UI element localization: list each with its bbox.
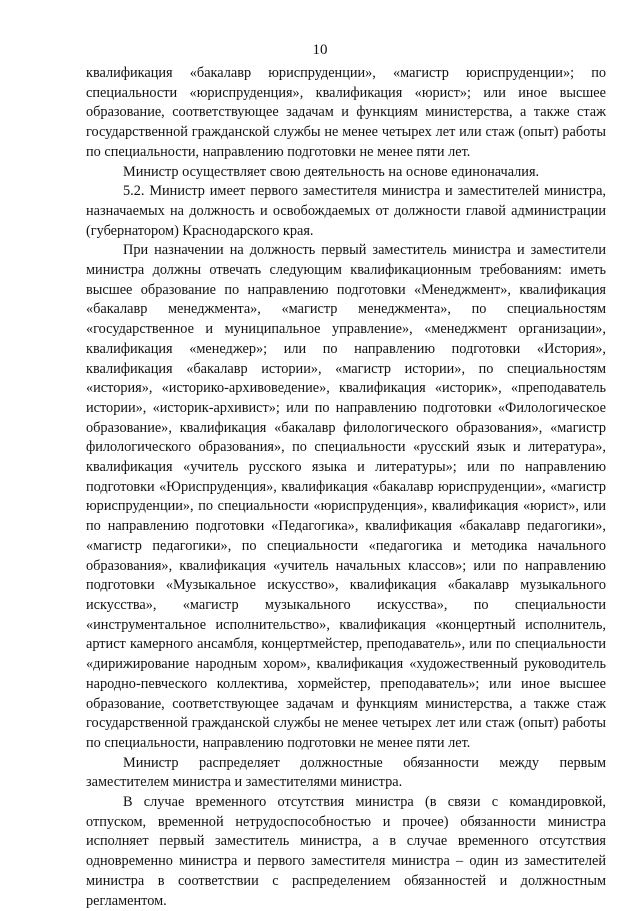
- paragraph-temporary-absence: В случае временного отсутствия министра (в связи с командировкой, отпуском, временной нетрудоспособностью и прочее) обязанности министра исполняет первый заместитель министра, а в случае временного отсутствия одновременно министра и первого заместителя министра – один из заместителей министра в соответствии с распределением обязанностей и должностным регламентом.: [86, 794, 606, 909]
- paragraph-qualification-continuation: квалификация «бакалавр юриспруденции», «магистр юриспруденции»; по специальности «юриспруденция», квалификация «юрист»; или иное высшее образование, соответствующее задачам и функциям министерства, а также стаж государственной гражданской службы не менее четырех лет или стаж (опыт) работы по специальности, направлению подготовки не менее пяти лет.: [86, 65, 606, 160]
- paragraph-one-man-management: Министр осуществляет свою деятельность на основе единоначалия.: [123, 163, 540, 180]
- page-number: 10: [312, 42, 328, 58]
- paragraph-deputy-requirements: При назначении на должность первый заместитель министра и заместители министра должны отвечать следующим квалификационным требованиям: иметь высшее образование по направлению подготовки «Менеджмент», квалификация «бакалавр менеджмента», «магистр менеджмента», по специальностям «государственное и муниципальное управление», «менеджмент организации», квалификация «менеджер»; или по направлению подготовки «История», квалификация «бакалавр истории», «магистр истории», по специальностям «история», «историко-архивоведение», квалификация «историк», «преподаватель истории», «историк-архивист»; или по направлению подготовки «Филологическое образование», квалификация «бакалавр филологического образования», «магистр филологического образования», по специальности «русский язык и литература», квалификация «учитель русского языка и литературы»; или по направлению подготовки «Юриспруденция», квалификация «бакалавр юриспруденции», «магистр юриспруденции», по специальности «юриспруденция», квалификация «юрист», или по направлению подготовки «Педагогика», квалификация «бакалавр педагогики», «магистр педагогики», по специальности «педагогика и методика начального образования», квалификация «учитель начальных классов»; или по направлению подготовки «Музыкальное искусство», квалификация «бакалавр музыкального искусства», «магистр музыкального искусства», по специальности «инструментальное исполнительство», квалификация «концертный исполнитель, артист камерного ансамбля, концертмейстер, преподаватель», или по специальности «дирижирование народным хором», квалификация «художественный руководитель народно-певческого коллектива, хормейстер, преподаватель»; или иное высшее образование, соответствующее задачам и функциям министерства, а также стаж государственной гражданской службы не менее четырех лет или стаж (опыт) работы по специальности, направлению подготовки не менее пяти лет.: [86, 242, 606, 751]
- document-body: [86, 64, 606, 911]
- paragraph-deputies: 5.2. Министр имеет первого заместителя министра и заместителей министра, назначаемых на должность и освобождаемых от должности главой администрации (губернатором) Краснодарского края.: [86, 183, 606, 239]
- paragraph-duties-distribution: Министр распределяет должностные обязанности между первым заместителем министра и заместителями министра.: [86, 754, 606, 791]
